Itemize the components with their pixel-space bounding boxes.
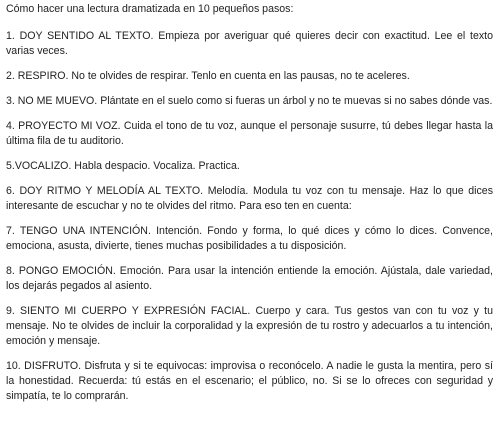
step-heading: 6. DOY RITMO Y MELODÍA AL TEXTO. bbox=[6, 185, 204, 197]
step-body: Disfruta y si te equivocas: improvisa o reconócelo. A nadie le gusta la mentira, pero sí la honestidad. Recuerda: tú estás en el escenario; el público, no. Si se lo ofreces con seguridad y simpatía, te lo comprarán. bbox=[6, 360, 493, 402]
step-heading: 8. PONGO EMOCIÓN. bbox=[6, 265, 116, 277]
step-10 bbox=[6, 359, 493, 404]
step-body: No te olvides de respirar. Tenlo en cuenta en las pausas, no te aceleres. bbox=[68, 70, 410, 82]
step-5 bbox=[6, 159, 493, 174]
step-6 bbox=[6, 184, 493, 214]
steps-list bbox=[6, 29, 493, 404]
step-heading: 9. SIENTO MI CUERPO Y EXPRESIÓN FACIAL. bbox=[6, 305, 251, 317]
intro-text: Cómo hacer una lectura dramatizada en 10 pequeños pasos: bbox=[6, 3, 294, 15]
step-heading: 7. TENGO UNA INTENCIÓN. bbox=[6, 225, 151, 237]
step-2 bbox=[6, 69, 493, 84]
step-body: Empieza por averiguar qué quieres decir con exactitud. Lee el texto varias veces. bbox=[6, 30, 493, 57]
step-heading: 4. PROYECTO MI VOZ. bbox=[6, 120, 121, 132]
step-heading: 10. DISFRUTO. bbox=[6, 360, 82, 372]
step-heading: 2. RESPIRO. bbox=[6, 70, 69, 82]
step-body: Intención. Fondo y forma, lo qué dices y cómo lo dices. Convence, emociona, asusta, divierte, tienes muchas posibilidades a tu disposición. bbox=[6, 225, 493, 252]
step-heading: 3. NO ME MUEVO. bbox=[6, 95, 98, 107]
step-3 bbox=[6, 94, 493, 109]
step-body: Habla despacio. Vocaliza. Practica. bbox=[71, 160, 240, 172]
step-7 bbox=[6, 224, 493, 254]
step-body: Cuida el tono de tu voz, aunque el personaje susurre, tú debes llegar hasta la última fila de tu auditorio. bbox=[6, 120, 493, 147]
step-4 bbox=[6, 119, 493, 149]
step-8 bbox=[6, 264, 493, 294]
step-heading: 5.VOCALIZO. bbox=[6, 160, 72, 172]
step-heading: 1. DOY SENTIDO AL TEXTO. bbox=[6, 30, 154, 42]
step-9 bbox=[6, 304, 493, 349]
step-body: Melodía. Modula tu voz con tu mensaje. Haz lo que dices interesante de escuchar y no te olvides del ritmo. Para eso ten en cuenta: bbox=[6, 185, 493, 212]
step-1 bbox=[6, 29, 493, 59]
step-body: Plántate en el suelo como si fueras un árbol y no te muevas si no sabes dónde vas. bbox=[97, 95, 493, 107]
step-body: Emoción. Para usar la intención entiende la emoción. Ajústala, dale variedad, los dejarás pegados al asiento. bbox=[6, 265, 493, 292]
step-body: Cuerpo y cara. Tus gestos van con tu voz y tu mensaje. No te olvides de incluir la corporalidad y la expresión de tu rostro y adecuarlos a tu intención, emoción y mensaje. bbox=[6, 305, 493, 347]
